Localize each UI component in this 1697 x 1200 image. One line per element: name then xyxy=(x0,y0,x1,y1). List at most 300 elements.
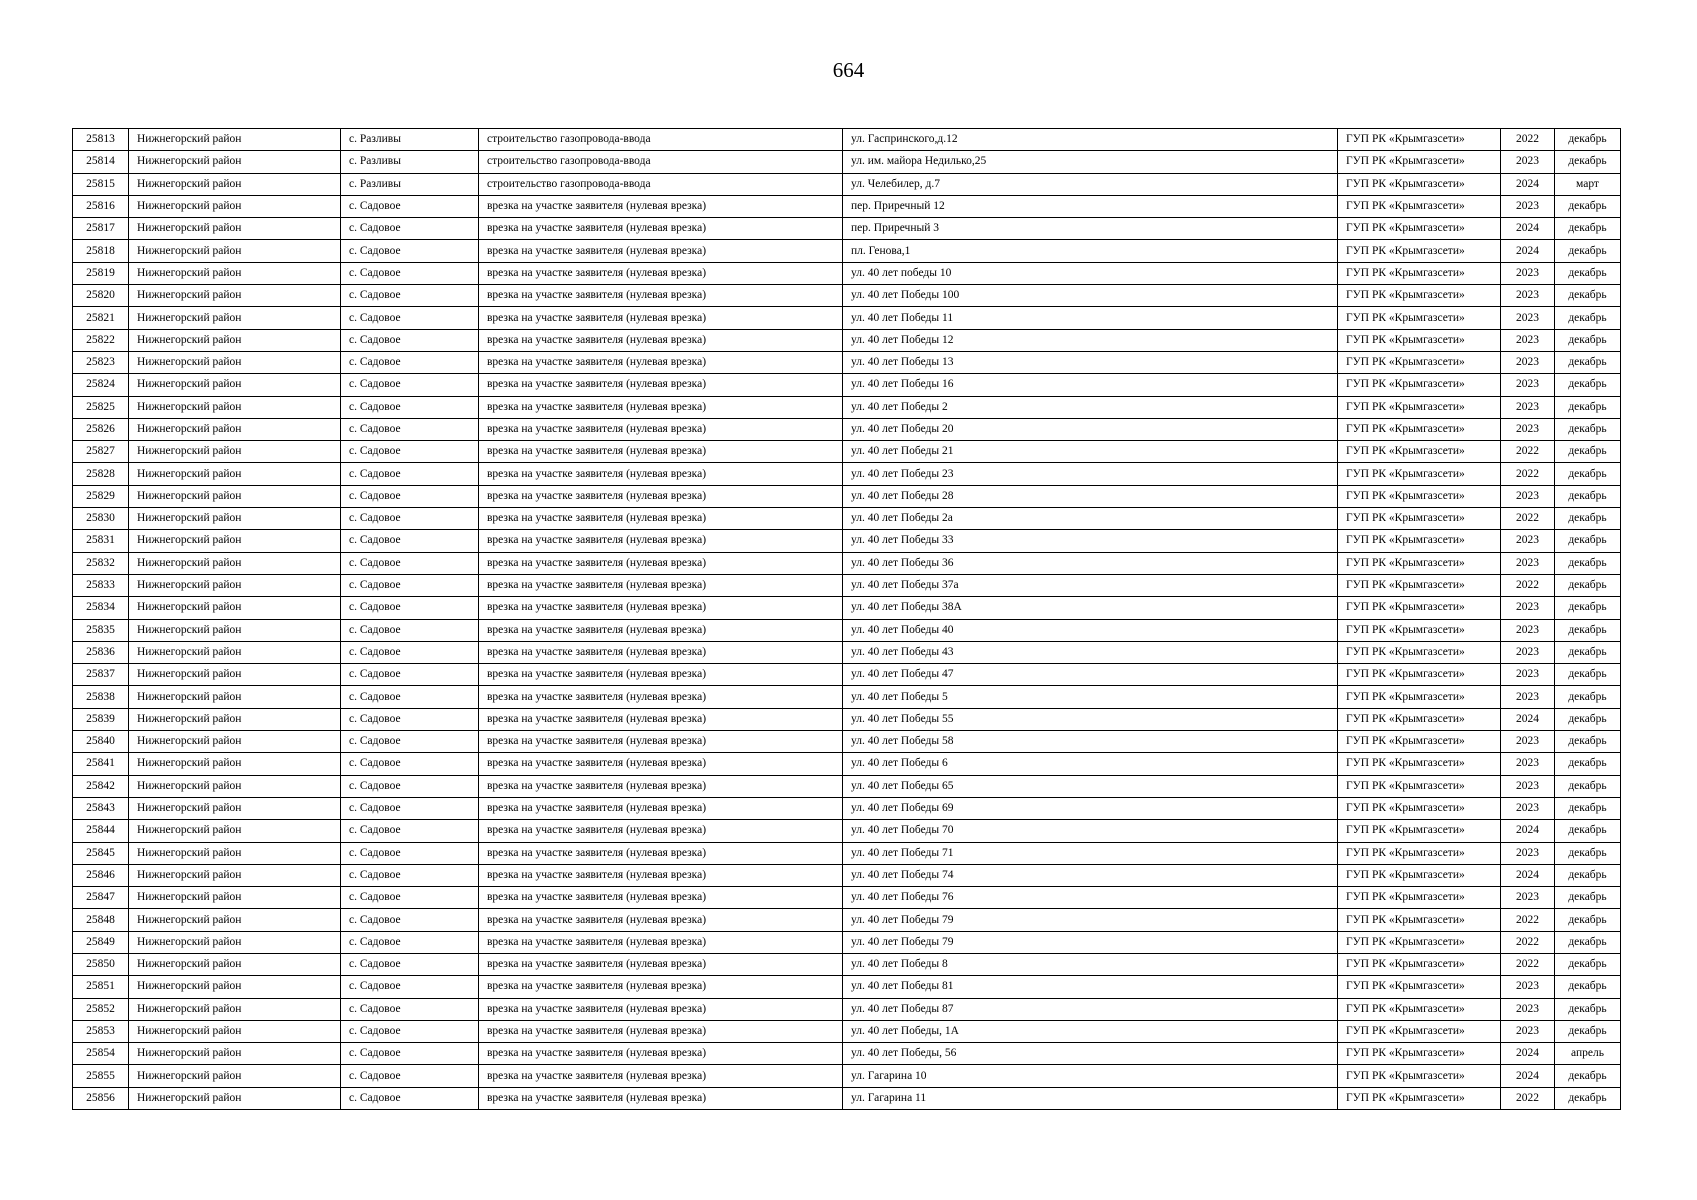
year-cell: 2024 xyxy=(1501,708,1555,730)
district-cell: Нижнегорский район xyxy=(129,351,341,373)
month-cell: декабрь xyxy=(1555,909,1621,931)
table-row xyxy=(73,708,1621,730)
table-row xyxy=(73,775,1621,797)
locality-cell: с. Садовое xyxy=(341,396,479,418)
year-cell: 2022 xyxy=(1501,441,1555,463)
month-cell: декабрь xyxy=(1555,597,1621,619)
row-number-cell: 25840 xyxy=(73,731,129,753)
month-cell: декабрь xyxy=(1555,753,1621,775)
year-cell: 2022 xyxy=(1501,463,1555,485)
table-row xyxy=(73,508,1621,530)
address-cell: ул. 40 лет Победы 71 xyxy=(843,842,1338,864)
locality-cell: с. Садовое xyxy=(341,485,479,507)
year-cell: 2023 xyxy=(1501,731,1555,753)
table-row xyxy=(73,1065,1621,1087)
year-cell: 2023 xyxy=(1501,351,1555,373)
work-type-cell: врезка на участке заявителя (нулевая врезка) xyxy=(479,686,843,708)
month-cell: декабрь xyxy=(1555,775,1621,797)
address-cell: пер. Приречный 3 xyxy=(843,218,1338,240)
table-row xyxy=(73,240,1621,262)
district-cell: Нижнегорский район xyxy=(129,218,341,240)
work-type-cell: врезка на участке заявителя (нулевая врезка) xyxy=(479,396,843,418)
month-cell: декабрь xyxy=(1555,664,1621,686)
table-row xyxy=(73,262,1621,284)
table-body xyxy=(73,129,1621,1110)
month-cell: декабрь xyxy=(1555,931,1621,953)
month-cell: декабрь xyxy=(1555,329,1621,351)
table-row xyxy=(73,151,1621,173)
month-cell: декабрь xyxy=(1555,396,1621,418)
organization-cell: ГУП РК «Крымгазсети» xyxy=(1338,240,1501,262)
work-type-cell: врезка на участке заявителя (нулевая врезка) xyxy=(479,374,843,396)
district-cell: Нижнегорский район xyxy=(129,307,341,329)
table-row xyxy=(73,909,1621,931)
district-cell: Нижнегорский район xyxy=(129,753,341,775)
organization-cell: ГУП РК «Крымгазсети» xyxy=(1338,753,1501,775)
work-type-cell: врезка на участке заявителя (нулевая врезка) xyxy=(479,664,843,686)
address-cell: ул. 40 лет Победы 21 xyxy=(843,441,1338,463)
district-cell: Нижнегорский район xyxy=(129,240,341,262)
row-number-cell: 25851 xyxy=(73,976,129,998)
locality-cell: с. Садовое xyxy=(341,240,479,262)
locality-cell: с. Садовое xyxy=(341,307,479,329)
row-number-cell: 25849 xyxy=(73,931,129,953)
locality-cell: с. Садовое xyxy=(341,664,479,686)
organization-cell: ГУП РК «Крымгазсети» xyxy=(1338,129,1501,151)
row-number-cell: 25823 xyxy=(73,351,129,373)
row-number-cell: 25825 xyxy=(73,396,129,418)
row-number-cell: 25829 xyxy=(73,485,129,507)
row-number-cell: 25847 xyxy=(73,887,129,909)
table-row xyxy=(73,463,1621,485)
work-type-cell: врезка на участке заявителя (нулевая врезка) xyxy=(479,218,843,240)
table-row xyxy=(73,195,1621,217)
work-type-cell: врезка на участке заявителя (нулевая врезка) xyxy=(479,1020,843,1042)
locality-cell: с. Садовое xyxy=(341,842,479,864)
locality-cell: с. Садовое xyxy=(341,1043,479,1065)
district-cell: Нижнегорский район xyxy=(129,374,341,396)
table-row xyxy=(73,1043,1621,1065)
year-cell: 2023 xyxy=(1501,775,1555,797)
district-cell: Нижнегорский район xyxy=(129,731,341,753)
organization-cell: ГУП РК «Крымгазсети» xyxy=(1338,976,1501,998)
table-row xyxy=(73,129,1621,151)
month-cell: декабрь xyxy=(1555,307,1621,329)
month-cell: декабрь xyxy=(1555,195,1621,217)
locality-cell: с. Садовое xyxy=(341,441,479,463)
district-cell: Нижнегорский район xyxy=(129,887,341,909)
locality-cell: с. Садовое xyxy=(341,686,479,708)
row-number-cell: 25830 xyxy=(73,508,129,530)
locality-cell: с. Садовое xyxy=(341,262,479,284)
month-cell: декабрь xyxy=(1555,641,1621,663)
row-number-cell: 25848 xyxy=(73,909,129,931)
locality-cell: с. Садовое xyxy=(341,418,479,440)
organization-cell: ГУП РК «Крымгазсети» xyxy=(1338,262,1501,284)
address-cell: ул. 40 лет Победы 8 xyxy=(843,953,1338,975)
year-cell: 2022 xyxy=(1501,1087,1555,1109)
address-cell: пл. Генова,1 xyxy=(843,240,1338,262)
locality-cell: с. Садовое xyxy=(341,864,479,886)
address-cell: ул. им. майора Недилько,25 xyxy=(843,151,1338,173)
month-cell: декабрь xyxy=(1555,262,1621,284)
organization-cell: ГУП РК «Крымгазсети» xyxy=(1338,508,1501,530)
address-cell: ул. 40 лет Победы 16 xyxy=(843,374,1338,396)
district-cell: Нижнегорский район xyxy=(129,998,341,1020)
work-type-cell: врезка на участке заявителя (нулевая врезка) xyxy=(479,552,843,574)
organization-cell: ГУП РК «Крымгазсети» xyxy=(1338,285,1501,307)
work-type-cell: врезка на участке заявителя (нулевая врезка) xyxy=(479,887,843,909)
year-cell: 2022 xyxy=(1501,931,1555,953)
row-number-cell: 25815 xyxy=(73,173,129,195)
district-cell: Нижнегорский район xyxy=(129,953,341,975)
row-number-cell: 25832 xyxy=(73,552,129,574)
district-cell: Нижнегорский район xyxy=(129,976,341,998)
locality-cell: с. Садовое xyxy=(341,1065,479,1087)
locality-cell: с. Садовое xyxy=(341,508,479,530)
table-row xyxy=(73,753,1621,775)
address-cell: ул. 40 лет Победы 81 xyxy=(843,976,1338,998)
work-type-cell: врезка на участке заявителя (нулевая врезка) xyxy=(479,418,843,440)
work-type-cell: врезка на участке заявителя (нулевая врезка) xyxy=(479,909,843,931)
row-number-cell: 25850 xyxy=(73,953,129,975)
district-cell: Нижнегорский район xyxy=(129,552,341,574)
year-cell: 2023 xyxy=(1501,753,1555,775)
address-cell: ул. 40 лет Победы 69 xyxy=(843,797,1338,819)
organization-cell: ГУП РК «Крымгазсети» xyxy=(1338,530,1501,552)
district-cell: Нижнегорский район xyxy=(129,641,341,663)
district-cell: Нижнегорский район xyxy=(129,508,341,530)
organization-cell: ГУП РК «Крымгазсети» xyxy=(1338,307,1501,329)
organization-cell: ГУП РК «Крымгазсети» xyxy=(1338,664,1501,686)
work-type-cell: врезка на участке заявителя (нулевая врезка) xyxy=(479,262,843,284)
work-type-cell: врезка на участке заявителя (нулевая врезка) xyxy=(479,463,843,485)
month-cell: декабрь xyxy=(1555,574,1621,596)
organization-cell: ГУП РК «Крымгазсети» xyxy=(1338,842,1501,864)
month-cell: декабрь xyxy=(1555,374,1621,396)
work-type-cell: врезка на участке заявителя (нулевая врезка) xyxy=(479,708,843,730)
row-number-cell: 25818 xyxy=(73,240,129,262)
table-row xyxy=(73,976,1621,998)
organization-cell: ГУП РК «Крымгазсети» xyxy=(1338,151,1501,173)
address-cell: ул. 40 лет Победы 55 xyxy=(843,708,1338,730)
organization-cell: ГУП РК «Крымгазсети» xyxy=(1338,441,1501,463)
organization-cell: ГУП РК «Крымгазсети» xyxy=(1338,708,1501,730)
table-row xyxy=(73,686,1621,708)
district-cell: Нижнегорский район xyxy=(129,574,341,596)
year-cell: 2022 xyxy=(1501,909,1555,931)
month-cell: декабрь xyxy=(1555,418,1621,440)
year-cell: 2022 xyxy=(1501,129,1555,151)
row-number-cell: 25819 xyxy=(73,262,129,284)
month-cell: декабрь xyxy=(1555,1087,1621,1109)
organization-cell: ГУП РК «Крымгазсети» xyxy=(1338,686,1501,708)
organization-cell: ГУП РК «Крымгазсети» xyxy=(1338,485,1501,507)
address-cell: ул. Челебилер, д.7 xyxy=(843,173,1338,195)
organization-cell: ГУП РК «Крымгазсети» xyxy=(1338,597,1501,619)
locality-cell: с. Садовое xyxy=(341,552,479,574)
work-type-cell: врезка на участке заявителя (нулевая врезка) xyxy=(479,1043,843,1065)
table-row xyxy=(73,731,1621,753)
table-row xyxy=(73,664,1621,686)
row-number-cell: 25842 xyxy=(73,775,129,797)
locality-cell: с. Садовое xyxy=(341,797,479,819)
address-cell: ул. 40 лет Победы 2 xyxy=(843,396,1338,418)
table-row xyxy=(73,619,1621,641)
table-row xyxy=(73,351,1621,373)
address-cell: ул. 40 лет Победы 43 xyxy=(843,641,1338,663)
work-type-cell: врезка на участке заявителя (нулевая врезка) xyxy=(479,307,843,329)
address-cell: ул. 40 лет Победы 65 xyxy=(843,775,1338,797)
organization-cell: ГУП РК «Крымгазсети» xyxy=(1338,218,1501,240)
address-cell: пер. Приречный 12 xyxy=(843,195,1338,217)
year-cell: 2023 xyxy=(1501,262,1555,284)
address-cell: ул. 40 лет Победы 28 xyxy=(843,485,1338,507)
address-cell: ул. 40 лет Победы 13 xyxy=(843,351,1338,373)
table-row xyxy=(73,1087,1621,1109)
organization-cell: ГУП РК «Крымгазсети» xyxy=(1338,351,1501,373)
table-row xyxy=(73,441,1621,463)
district-cell: Нижнегорский район xyxy=(129,664,341,686)
locality-cell: с. Разливы xyxy=(341,173,479,195)
month-cell: декабрь xyxy=(1555,441,1621,463)
year-cell: 2024 xyxy=(1501,1065,1555,1087)
row-number-cell: 25845 xyxy=(73,842,129,864)
year-cell: 2023 xyxy=(1501,396,1555,418)
row-number-cell: 25853 xyxy=(73,1020,129,1042)
district-cell: Нижнегорский район xyxy=(129,1043,341,1065)
locality-cell: с. Садовое xyxy=(341,641,479,663)
year-cell: 2023 xyxy=(1501,485,1555,507)
locality-cell: с. Садовое xyxy=(341,574,479,596)
address-cell: ул. 40 лет Победы 12 xyxy=(843,329,1338,351)
year-cell: 2023 xyxy=(1501,619,1555,641)
month-cell: декабрь xyxy=(1555,463,1621,485)
address-cell: ул. 40 лет Победы 79 xyxy=(843,909,1338,931)
month-cell: декабрь xyxy=(1555,240,1621,262)
work-type-cell: врезка на участке заявителя (нулевая врезка) xyxy=(479,753,843,775)
address-cell: ул. 40 лет Победы 100 xyxy=(843,285,1338,307)
table-row xyxy=(73,374,1621,396)
year-cell: 2023 xyxy=(1501,418,1555,440)
row-number-cell: 25836 xyxy=(73,641,129,663)
table-row xyxy=(73,218,1621,240)
month-cell: декабрь xyxy=(1555,797,1621,819)
work-type-cell: врезка на участке заявителя (нулевая врезка) xyxy=(479,998,843,1020)
district-cell: Нижнегорский район xyxy=(129,151,341,173)
month-cell: декабрь xyxy=(1555,864,1621,886)
address-cell: ул. Гагарина 10 xyxy=(843,1065,1338,1087)
row-number-cell: 25855 xyxy=(73,1065,129,1087)
row-number-cell: 25839 xyxy=(73,708,129,730)
address-cell: ул. 40 лет Победы 37а xyxy=(843,574,1338,596)
district-cell: Нижнегорский район xyxy=(129,864,341,886)
row-number-cell: 25835 xyxy=(73,619,129,641)
month-cell: декабрь xyxy=(1555,842,1621,864)
year-cell: 2022 xyxy=(1501,953,1555,975)
locality-cell: с. Садовое xyxy=(341,329,479,351)
month-cell: декабрь xyxy=(1555,485,1621,507)
work-type-cell: врезка на участке заявителя (нулевая врезка) xyxy=(479,641,843,663)
work-type-cell: врезка на участке заявителя (нулевая врезка) xyxy=(479,351,843,373)
locality-cell: с. Садовое xyxy=(341,619,479,641)
district-cell: Нижнегорский район xyxy=(129,931,341,953)
month-cell: декабрь xyxy=(1555,976,1621,998)
locality-cell: с. Садовое xyxy=(341,731,479,753)
row-number-cell: 25827 xyxy=(73,441,129,463)
organization-cell: ГУП РК «Крымгазсети» xyxy=(1338,396,1501,418)
work-type-cell: врезка на участке заявителя (нулевая врезка) xyxy=(479,597,843,619)
year-cell: 2023 xyxy=(1501,151,1555,173)
locality-cell: с. Садовое xyxy=(341,775,479,797)
work-type-cell: врезка на участке заявителя (нулевая врезка) xyxy=(479,441,843,463)
year-cell: 2023 xyxy=(1501,195,1555,217)
organization-cell: ГУП РК «Крымгазсети» xyxy=(1338,909,1501,931)
row-number-cell: 25843 xyxy=(73,797,129,819)
row-number-cell: 25824 xyxy=(73,374,129,396)
organization-cell: ГУП РК «Крымгазсети» xyxy=(1338,998,1501,1020)
address-cell: ул. 40 лет Победы 74 xyxy=(843,864,1338,886)
year-cell: 2023 xyxy=(1501,976,1555,998)
address-cell: ул. 40 лет Победы 79 xyxy=(843,931,1338,953)
locality-cell: с. Разливы xyxy=(341,129,479,151)
register-table xyxy=(72,128,1621,1110)
district-cell: Нижнегорский район xyxy=(129,619,341,641)
work-type-cell: врезка на участке заявителя (нулевая врезка) xyxy=(479,1087,843,1109)
organization-cell: ГУП РК «Крымгазсети» xyxy=(1338,731,1501,753)
address-cell: ул. 40 лет Победы 70 xyxy=(843,820,1338,842)
organization-cell: ГУП РК «Крымгазсети» xyxy=(1338,1087,1501,1109)
address-cell: ул. Гаспринского,д.12 xyxy=(843,129,1338,151)
organization-cell: ГУП РК «Крымгазсети» xyxy=(1338,329,1501,351)
year-cell: 2024 xyxy=(1501,240,1555,262)
district-cell: Нижнегорский район xyxy=(129,129,341,151)
locality-cell: с. Садовое xyxy=(341,218,479,240)
row-number-cell: 25821 xyxy=(73,307,129,329)
address-cell: ул. 40 лет Победы 76 xyxy=(843,887,1338,909)
locality-cell: с. Садовое xyxy=(341,753,479,775)
district-cell: Нижнегорский район xyxy=(129,195,341,217)
work-type-cell: врезка на участке заявителя (нулевая врезка) xyxy=(479,976,843,998)
address-cell: ул. 40 лет Победы 23 xyxy=(843,463,1338,485)
table-row xyxy=(73,307,1621,329)
organization-cell: ГУП РК «Крымгазсети» xyxy=(1338,1043,1501,1065)
table-row xyxy=(73,418,1621,440)
organization-cell: ГУП РК «Крымгазсети» xyxy=(1338,1020,1501,1042)
district-cell: Нижнегорский район xyxy=(129,1065,341,1087)
organization-cell: ГУП РК «Крымгазсети» xyxy=(1338,374,1501,396)
organization-cell: ГУП РК «Крымгазсети» xyxy=(1338,797,1501,819)
row-number-cell: 25833 xyxy=(73,574,129,596)
district-cell: Нижнегорский район xyxy=(129,820,341,842)
locality-cell: с. Садовое xyxy=(341,708,479,730)
work-type-cell: врезка на участке заявителя (нулевая врезка) xyxy=(479,731,843,753)
organization-cell: ГУП РК «Крымгазсети» xyxy=(1338,953,1501,975)
month-cell: декабрь xyxy=(1555,552,1621,574)
year-cell: 2024 xyxy=(1501,218,1555,240)
row-number-cell: 25813 xyxy=(73,129,129,151)
district-cell: Нижнегорский район xyxy=(129,329,341,351)
work-type-cell: врезка на участке заявителя (нулевая врезка) xyxy=(479,195,843,217)
table-row xyxy=(73,641,1621,663)
district-cell: Нижнегорский район xyxy=(129,797,341,819)
row-number-cell: 25837 xyxy=(73,664,129,686)
work-type-cell: врезка на участке заявителя (нулевая врезка) xyxy=(479,285,843,307)
organization-cell: ГУП РК «Крымгазсети» xyxy=(1338,1065,1501,1087)
table-row xyxy=(73,842,1621,864)
address-cell: ул. 40 лет победы 10 xyxy=(843,262,1338,284)
month-cell: декабрь xyxy=(1555,887,1621,909)
address-cell: ул. 40 лет Победы 33 xyxy=(843,530,1338,552)
year-cell: 2023 xyxy=(1501,285,1555,307)
table-row xyxy=(73,552,1621,574)
row-number-cell: 25820 xyxy=(73,285,129,307)
work-type-cell: строительство газопровода-ввода xyxy=(479,173,843,195)
address-cell: ул. 40 лет Победы 40 xyxy=(843,619,1338,641)
address-cell: ул. 40 лет Победы, 56 xyxy=(843,1043,1338,1065)
year-cell: 2022 xyxy=(1501,574,1555,596)
organization-cell: ГУП РК «Крымгазсети» xyxy=(1338,463,1501,485)
row-number-cell: 25822 xyxy=(73,329,129,351)
row-number-cell: 25817 xyxy=(73,218,129,240)
year-cell: 2023 xyxy=(1501,552,1555,574)
year-cell: 2023 xyxy=(1501,374,1555,396)
address-cell: ул. 40 лет Победы 36 xyxy=(843,552,1338,574)
district-cell: Нижнегорский район xyxy=(129,708,341,730)
organization-cell: ГУП РК «Крымгазсети» xyxy=(1338,418,1501,440)
work-type-cell: врезка на участке заявителя (нулевая врезка) xyxy=(479,485,843,507)
district-cell: Нижнегорский район xyxy=(129,775,341,797)
month-cell: апрель xyxy=(1555,1043,1621,1065)
year-cell: 2024 xyxy=(1501,1043,1555,1065)
table-row xyxy=(73,887,1621,909)
month-cell: декабрь xyxy=(1555,351,1621,373)
year-cell: 2023 xyxy=(1501,998,1555,1020)
year-cell: 2023 xyxy=(1501,887,1555,909)
locality-cell: с. Садовое xyxy=(341,195,479,217)
address-cell: ул. 40 лет Победы 5 xyxy=(843,686,1338,708)
work-type-cell: врезка на участке заявителя (нулевая врезка) xyxy=(479,820,843,842)
month-cell: декабрь xyxy=(1555,508,1621,530)
locality-cell: с. Садовое xyxy=(341,931,479,953)
table-row xyxy=(73,1020,1621,1042)
district-cell: Нижнегорский район xyxy=(129,173,341,195)
organization-cell: ГУП РК «Крымгазсети» xyxy=(1338,820,1501,842)
row-number-cell: 25846 xyxy=(73,864,129,886)
table-row xyxy=(73,931,1621,953)
work-type-cell: врезка на участке заявителя (нулевая врезка) xyxy=(479,619,843,641)
row-number-cell: 25831 xyxy=(73,530,129,552)
month-cell: декабрь xyxy=(1555,129,1621,151)
row-number-cell: 25844 xyxy=(73,820,129,842)
district-cell: Нижнегорский район xyxy=(129,597,341,619)
month-cell: декабрь xyxy=(1555,708,1621,730)
district-cell: Нижнегорский район xyxy=(129,262,341,284)
district-cell: Нижнегорский район xyxy=(129,396,341,418)
district-cell: Нижнегорский район xyxy=(129,842,341,864)
year-cell: 2024 xyxy=(1501,173,1555,195)
table-row xyxy=(73,530,1621,552)
organization-cell: ГУП РК «Крымгазсети» xyxy=(1338,931,1501,953)
table-row xyxy=(73,329,1621,351)
row-number-cell: 25841 xyxy=(73,753,129,775)
district-cell: Нижнегорский район xyxy=(129,530,341,552)
month-cell: декабрь xyxy=(1555,530,1621,552)
row-number-cell: 25828 xyxy=(73,463,129,485)
work-type-cell: врезка на участке заявителя (нулевая врезка) xyxy=(479,797,843,819)
address-cell: ул. Гагарина 11 xyxy=(843,1087,1338,1109)
address-cell: ул. 40 лет Победы 38А xyxy=(843,597,1338,619)
